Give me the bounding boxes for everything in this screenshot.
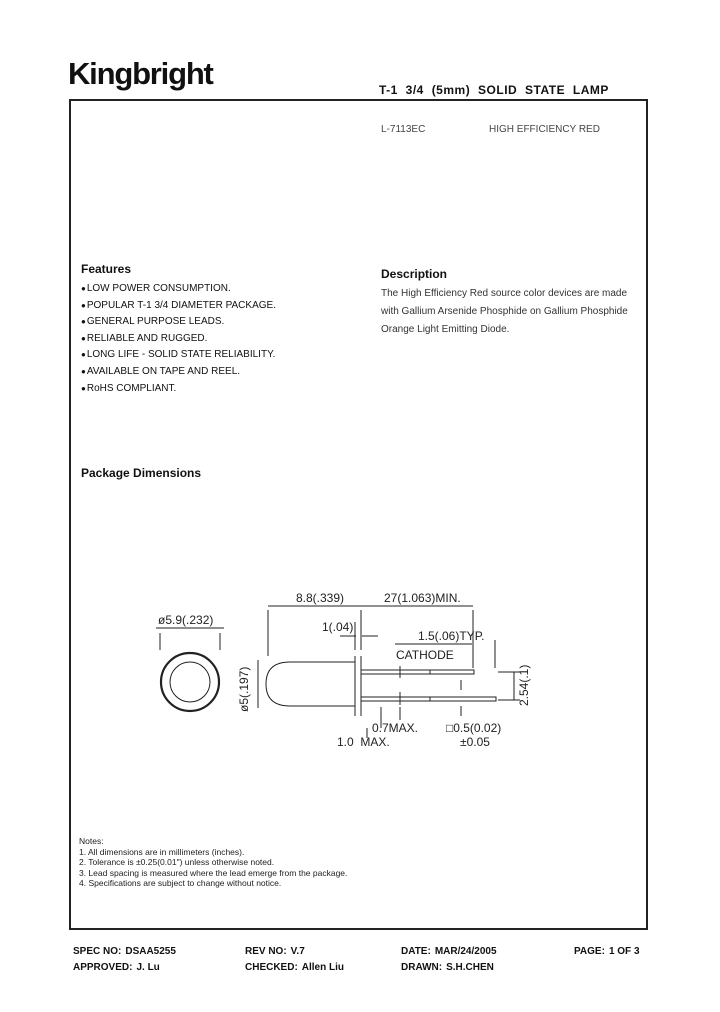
approved-label: APPROVED:: [73, 962, 133, 973]
spec-number: [73, 946, 176, 957]
dim-lead-length: 27(1.063)MIN.: [384, 591, 461, 605]
document-title: T-1 3/4 (5mm) SOLID STATE LAMP: [379, 83, 609, 97]
drawn-label: DRAWN:: [401, 962, 443, 973]
page-value: 1 OF 3: [608, 946, 640, 957]
page-number: [574, 946, 640, 957]
package-dimensions-heading: Package Dimensions: [81, 466, 202, 480]
dim-standoff: 0.7MAX.: [372, 721, 419, 735]
drawn-value: S.H.CHEN: [446, 962, 494, 973]
dim-flange: 1(.04): [322, 620, 354, 634]
page-label: PAGE:: [574, 946, 605, 957]
description-line: The High Efficiency Red source color devices are made: [381, 288, 628, 299]
approved-by: [73, 962, 160, 973]
feature-item: ● RoHS COMPLIANT.: [81, 381, 276, 398]
spec-label: SPEC NO:: [73, 946, 122, 957]
notes-block: [79, 836, 347, 889]
feature-item: ● RELIABLE AND RUGGED.: [81, 331, 276, 348]
checked-label: CHECKED:: [245, 962, 298, 973]
feature-item: ● LONG LIFE - SOLID STATE RELIABILITY.: [81, 347, 276, 364]
checked-value: Allen Liu: [301, 962, 345, 973]
note-item: 4. Specifications are subject to change without notice.: [79, 878, 282, 888]
feature-item: ● LOW POWER CONSUMPTION.: [81, 281, 276, 298]
part-color-name: HIGH EFFICIENCY RED: [489, 124, 600, 135]
cathode-label: CATHODE: [396, 648, 454, 662]
revision: [245, 946, 305, 957]
feature-item: ● POPULAR T-1 3/4 DIAMETER PACKAGE.: [81, 298, 276, 315]
description-line: with Gallium Arsenide Phosphide on Gallium Phosphide: [381, 306, 628, 317]
approved-value: J. Lu: [136, 962, 160, 973]
date: [401, 946, 497, 957]
front-view: [156, 613, 224, 711]
dim-pitch: 2.54(.1): [517, 664, 531, 706]
dim-lead-size: □0.5(0.02): [446, 721, 502, 735]
note-item: 3. Lead spacing is measured where the lead emerge from the package.: [79, 867, 348, 878]
dim-lead-spacing: 1.5(.06)TYP.: [418, 629, 485, 643]
notes-title: Notes:: [79, 836, 104, 846]
dim-flange-max: 1.0 MAX.: [337, 735, 390, 749]
date-value: MAR/24/2005: [434, 946, 497, 957]
drawn-by: [401, 962, 494, 973]
feature-item: ● GENERAL PURPOSE LEADS.: [81, 314, 276, 331]
description-line: Orange Light Emitting Diode.: [381, 324, 510, 335]
dim-outer-diameter: ø5.9(.232): [158, 613, 214, 627]
checked-by: [245, 962, 344, 973]
side-view: [258, 606, 520, 738]
rev-value: V.7: [290, 946, 305, 957]
brand-logo: Kingbright: [68, 56, 213, 91]
dim-body-length: 8.8(.339): [296, 591, 345, 605]
dim-lead-tolerance: ±0.05: [460, 735, 490, 749]
spec-value: DSAA5255: [125, 946, 176, 957]
feature-item: ● AVAILABLE ON TAPE AND REEL.: [81, 364, 276, 381]
note-item: 2. Tolerance is ±0.25(0.01") unless otherwise noted.: [79, 857, 275, 867]
description-heading: Description: [381, 267, 448, 281]
note-item: 1. All dimensions are in millimeters (inches).: [79, 846, 245, 857]
part-number: L-7113EC: [381, 124, 426, 135]
date-label: DATE:: [401, 946, 431, 957]
features-heading: Features: [81, 262, 132, 276]
dim-body-diameter: ø5(.197): [237, 666, 251, 712]
rev-label: REV NO:: [245, 946, 287, 957]
